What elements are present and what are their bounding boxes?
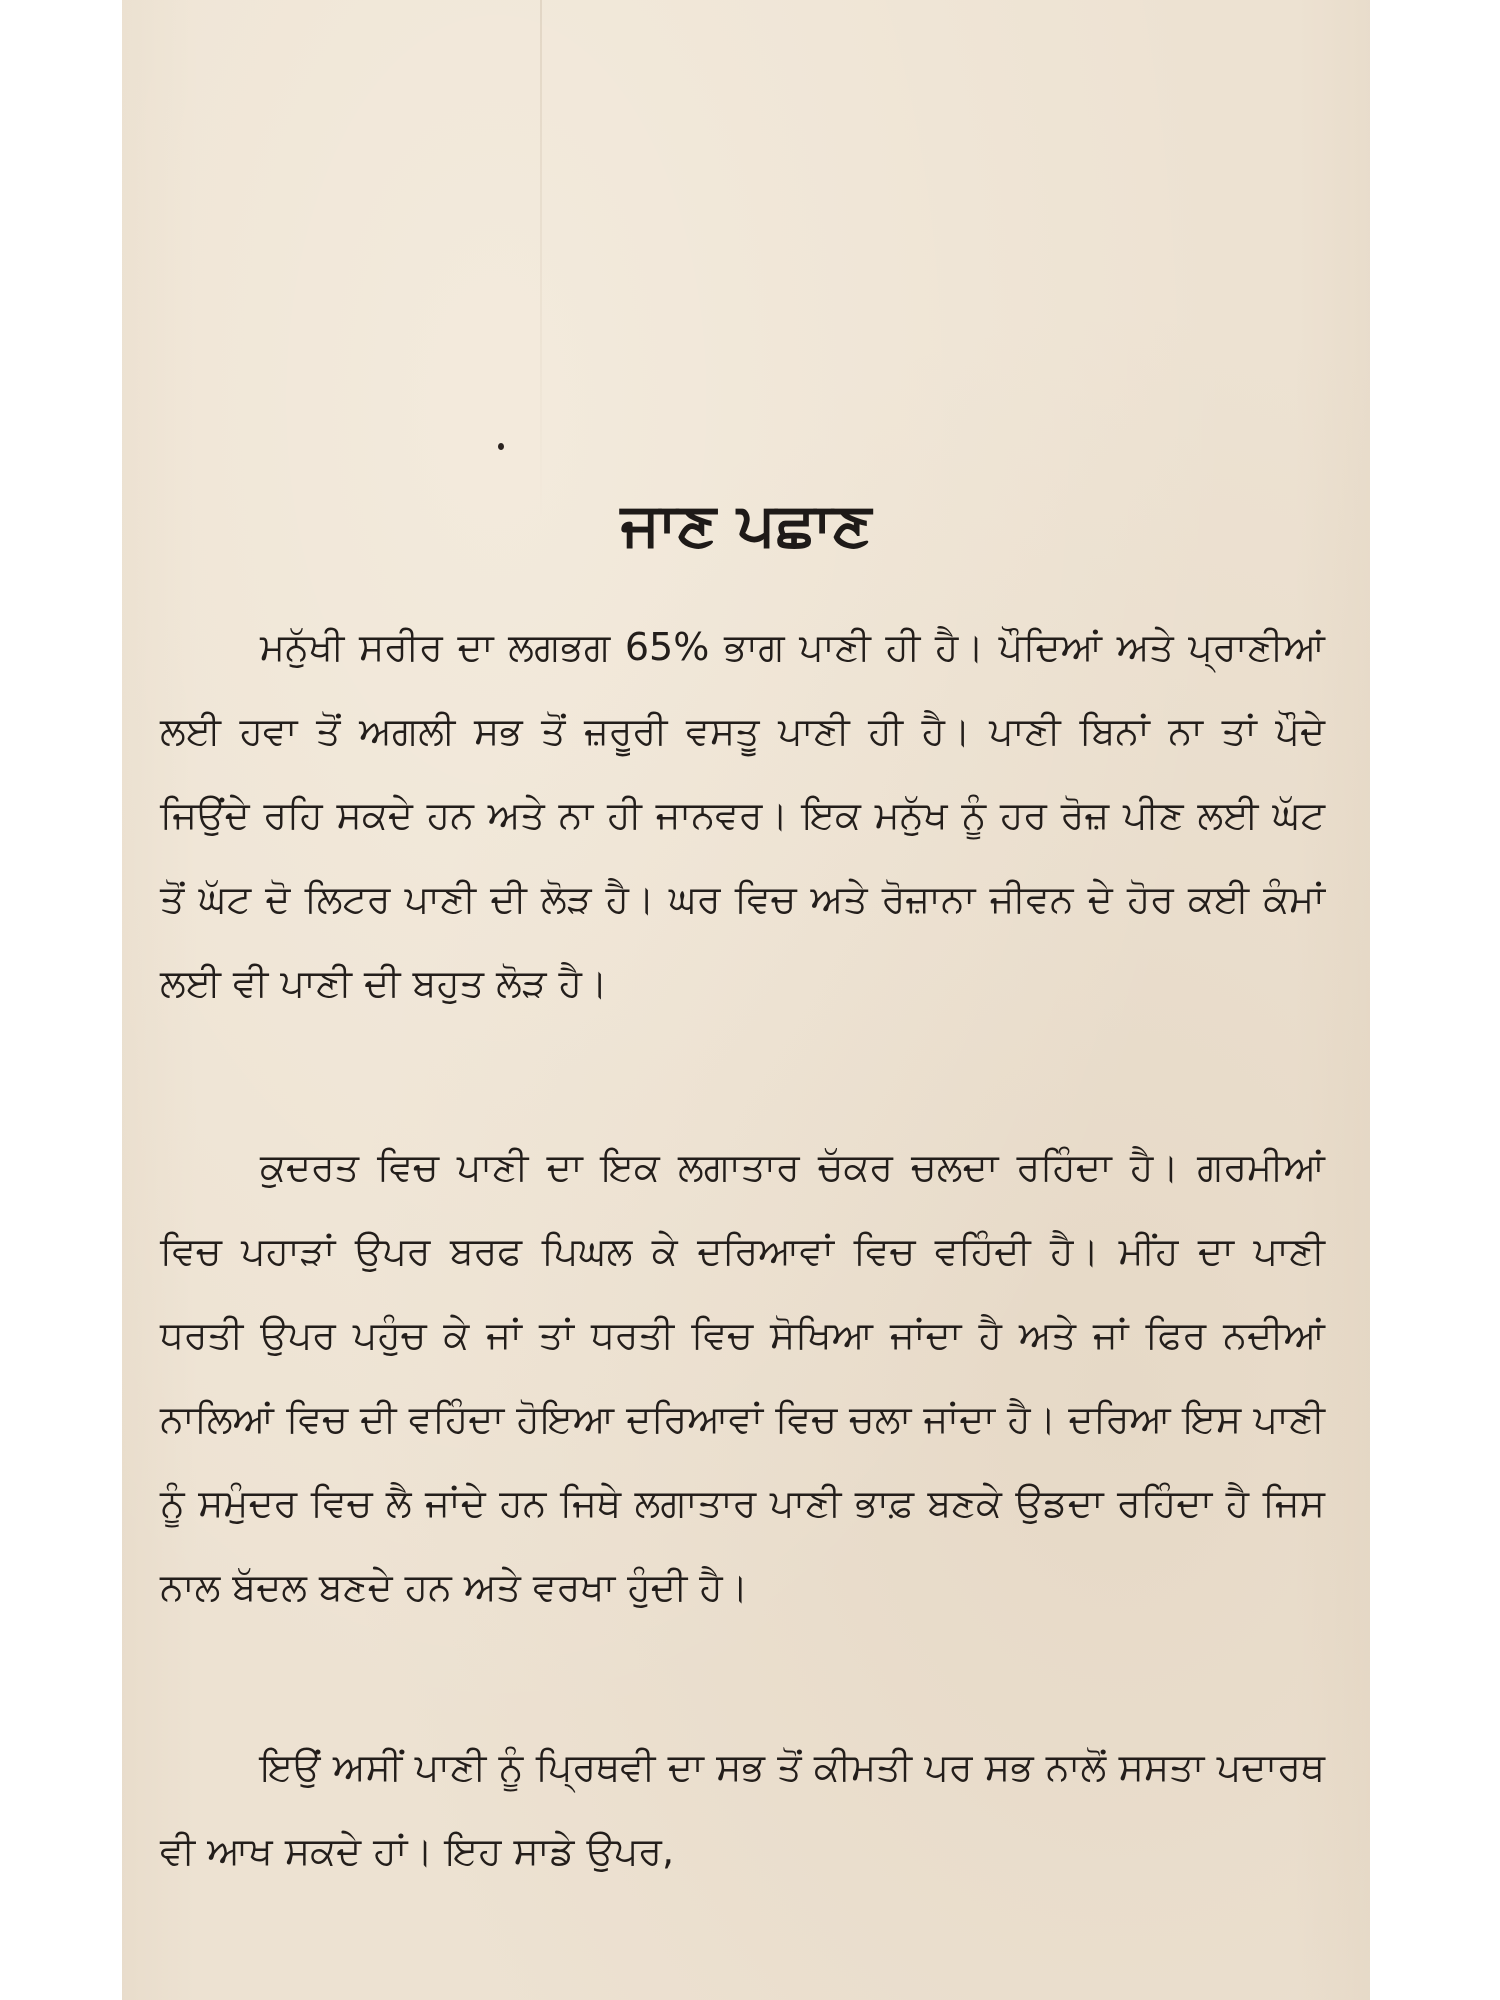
scanned-page xyxy=(122,0,1370,2000)
paragraph-2: ਕੁਦਰਤ ਵਿਚ ਪਾਣੀ ਦਾ ਇਕ ਲਗਾਤਾਰ ਚੱਕਰ ਚਲਦਾ ਰਹਿੰਦਾ ਹੈ। ਗਰਮੀਆਂ ਵਿਚ ਪਹਾੜਾਂ ਉਪਰ ਬਰਫ ਪਿਘਲ ਕੇ ਦਰਿਆਵਾਂ ਵਿਚ ਵਹਿੰਦੀ ਹੈ। ਮੀਂਹ ਦਾ ਪਾਣੀ ਧਰਤੀ ਉਪਰ ਪਹੁੰਚ ਕੇ ਜਾਂ ਤਾਂ ਧਰਤੀ ਵਿਚ ਸੋਖਿਆ ਜਾਂਦਾ ਹੈ ਅਤੇ ਜਾਂ ਫਿਰ ਨਦੀਆਂ ਨਾਲਿਆਂ ਵਿਚ ਦੀ ਵਹਿੰਦਾ ਹੋਇਆ ਦਰਿਆਵਾਂ ਵਿਚ ਚਲਾ ਜਾਂਦਾ ਹੈ। ਦਰਿਆ ਇਸ ਪਾਣੀ ਨੂੰ ਸਮੁੰਦਰ ਵਿਚ ਲੈ ਜਾਂਦੇ ਹਨ ਜਿਥੇ ਲਗਾਤਾਰ ਪਾਣੀ ਭਾਫ਼ ਬਣਕੇ ਉਡਦਾ ਰਹਿੰਦਾ ਹੈ ਜਿਸ ਨਾਲ ਬੱਦਲ ਬਣਦੇ ਹਨ ਅਤੇ ਵਰਖਾ ਹੁੰਦੀ ਹੈ। xyxy=(160,1145,1325,1609)
paragraph-3: ਇਉਂ ਅਸੀਂ ਪਾਣੀ ਨੂੰ ਪ੍ਰਿਥਵੀ ਦਾ ਸਭ ਤੋਂ ਕੀਮਤੀ ਪਰ ਸਭ ਨਾਲੋਂ ਸਸਤਾ ਪਦਾਰਥ ਵੀ ਆਖ ਸਕਦੇ ਹਾਂ। ਇਹ ਸਾਡੇ ਉਪਰ, xyxy=(160,1745,1325,1873)
paragraph-1: ਮਨੁੱਖੀ ਸਰੀਰ ਦਾ ਲਗਭਗ 65% ਭਾਗ ਪਾਣੀ ਹੀ ਹੈ। ਪੌਦਿਆਂ ਅਤੇ ਪ੍ਰਾਣੀਆਂ ਲਈ ਹਵਾ ਤੋਂ ਅਗਲੀ ਸਭ ਤੋਂ ਜ਼ਰੂਰੀ ਵਸਤੂ ਪਾਣੀ ਹੀ ਹੈ। ਪਾਣੀ ਬਿਨਾਂ ਨਾ ਤਾਂ ਪੌਦੇ ਜਿਉਂਦੇ ਰਹਿ ਸਕਦੇ ਹਨ ਅਤੇ ਨਾ ਹੀ ਜਾਨਵਰ। ਇਕ ਮਨੁੱਖ ਨੂੰ ਹਰ ਰੋਜ਼ ਪੀਣ ਲਈ ਘੱਟ ਤੋਂ ਘੱਟ ਦੋ ਲਿਟਰ ਪਾਣੀ ਦੀ ਲੋੜ ਹੈ। ਘਰ ਵਿਚ ਅਤੇ ਰੋਜ਼ਾਨਾ ਜੀਵਨ ਦੇ ਹੋਰ ਕਈ ਕੰਮਾਂ ਲਈ ਵੀ ਪਾਣੀ ਦੀ ਬਹੁਤ ਲੋੜ ਹੈ। xyxy=(160,625,1325,1005)
page-fold-shadow xyxy=(540,0,542,520)
ink-speck xyxy=(498,443,504,450)
page-title: ਜਾਣ ਪਛਾਣ xyxy=(620,490,872,560)
